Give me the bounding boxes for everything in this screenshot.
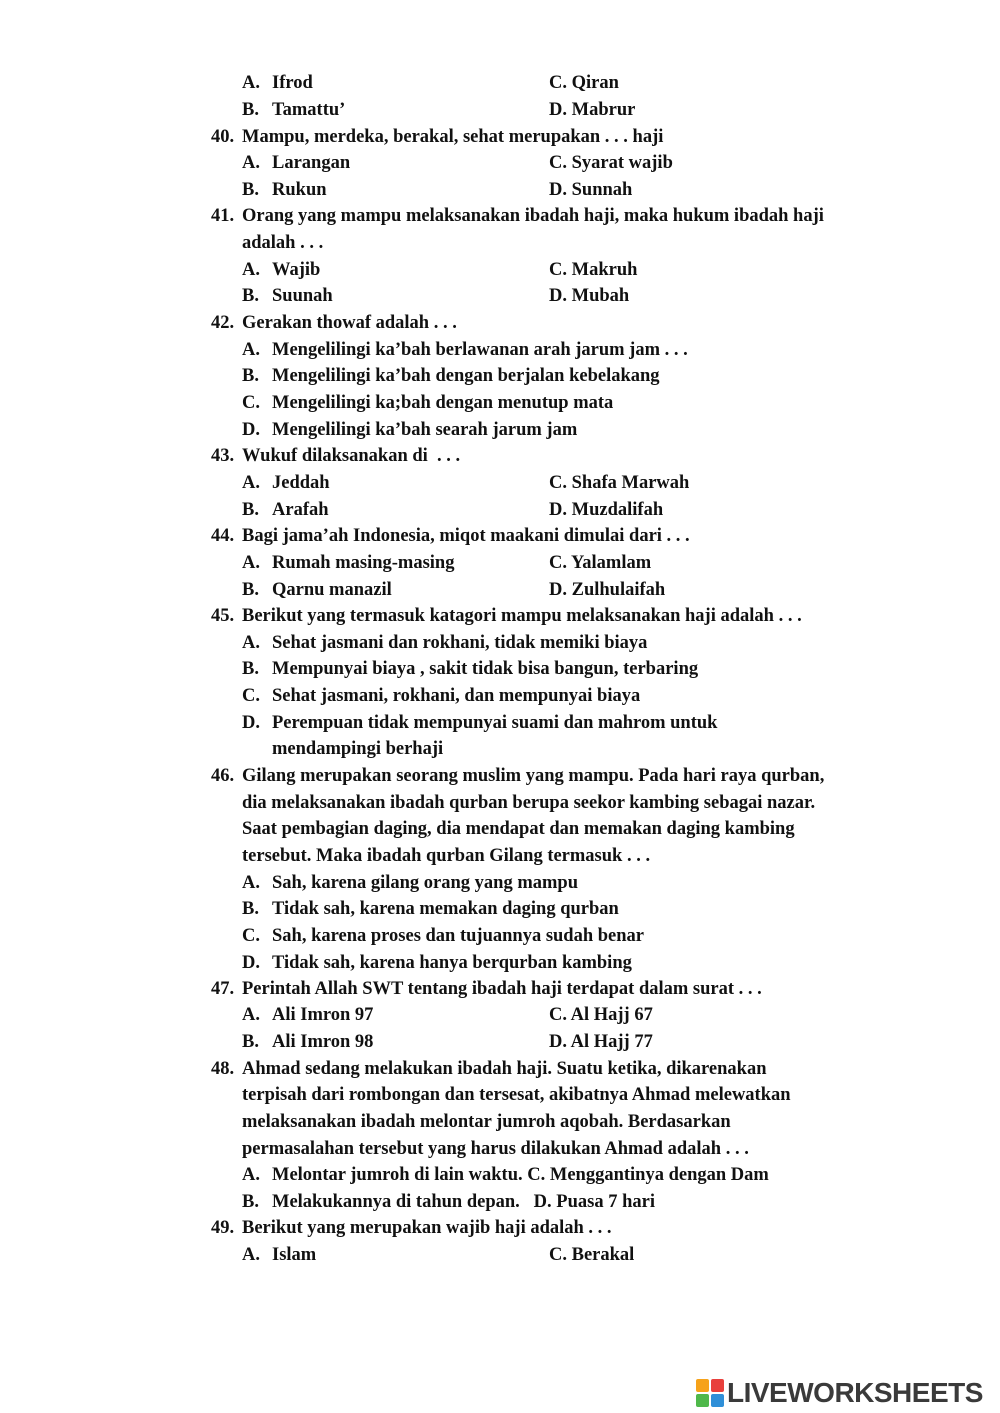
liveworksheets-logo-icon	[696, 1379, 724, 1407]
option-b: B. Tidak sah, karena memakan daging qurban	[242, 899, 619, 919]
option-c: C. Berakal	[549, 1245, 635, 1265]
option-b: B. Arafah	[242, 500, 329, 520]
option-c: C. Sah, karena proses dan tujuannya sudah benar	[242, 926, 645, 946]
option-a: A. Rumah masing-masing	[242, 553, 455, 573]
liveworksheets-logo	[696, 1376, 983, 1410]
option-a: A. Sah, karena gilang orang yang mampu	[242, 873, 578, 893]
option-a: A. Wajib	[242, 260, 321, 280]
option-c: C. Yalamlam	[549, 553, 652, 573]
question-text: Berikut yang termasuk katagori mampu melaksanakan haji adalah . . .	[242, 606, 802, 626]
question-number: 44.	[211, 526, 235, 546]
question-text: Mampu, merdeka, berakal, sehat merupakan . . . haji	[242, 127, 664, 147]
question-text: tersebut. Maka ibadah qurban Gilang termasuk . . .	[242, 846, 651, 866]
option-d: D. Zulhulaifah	[549, 580, 666, 600]
option-a: A. Melontar jumroh di lain waktu. C. Menggantinya dengan Dam	[242, 1165, 769, 1185]
option-d: D. Al Hajj 77	[549, 1032, 653, 1052]
question-text: Orang yang mampu melaksanakan ibadah haji, maka hukum ibadah haji	[242, 206, 824, 226]
question-text: permasalahan tersebut yang harus dilakukan Ahmad adalah . . .	[242, 1139, 749, 1159]
question-text: melaksanakan ibadah melontar jumroh aqobah. Berdasarkan	[242, 1112, 731, 1132]
option-a: A. Islam	[242, 1245, 317, 1265]
question-text: Perintah Allah SWT tentang ibadah haji terdapat dalam surat . . .	[242, 979, 762, 999]
option-d: D. Mabrur	[549, 100, 636, 120]
option-a: A. Larangan	[242, 153, 351, 173]
logo-square-1	[696, 1379, 709, 1392]
question-number: 49.	[211, 1218, 235, 1238]
option-b: B. Qarnu manazil	[242, 580, 392, 600]
option-b: B. Rukun	[242, 180, 327, 200]
option-c: C. Al Hajj 67	[549, 1005, 653, 1025]
question-text: Berikut yang merupakan wajib haji adalah . . .	[242, 1218, 612, 1238]
option-d: D. Mubah	[549, 286, 630, 306]
option-a: A. Jeddah	[242, 473, 330, 493]
question-number: 45.	[211, 606, 235, 626]
option-b: B. Mempunyai biaya , sakit tidak bisa bangun, terbaring	[242, 659, 699, 679]
option-a: A. Mengelilingi ka’bah berlawanan arah jarum jam . . .	[242, 340, 688, 360]
option-b: B. Suunah	[242, 286, 333, 306]
option-a: A. Ali Imron 97	[242, 1005, 374, 1025]
option-c: C. Shafa Marwah	[549, 473, 690, 493]
logo-square-3	[696, 1394, 709, 1407]
question-number: 40.	[211, 127, 235, 147]
question-number: 41.	[211, 206, 235, 226]
question-text: Wukuf dilaksanakan di . . .	[242, 446, 461, 466]
question-text: Gilang merupakan seorang muslim yang mampu. Pada hari raya qurban,	[242, 766, 825, 786]
option-d: D. Mengelilingi ka’bah searah jarum jam	[242, 420, 578, 440]
question-number: 48.	[211, 1059, 235, 1079]
question-text: dia melaksanakan ibadah qurban berupa seekor kambing sebagai nazar.	[242, 793, 816, 813]
option-c: C. Syarat wajib	[549, 153, 673, 173]
brand-name: LIVEWORKSHEETS	[727, 1377, 983, 1408]
option-text: mendampingi berhaji	[272, 739, 444, 759]
option-d: D. Muzdalifah	[549, 500, 664, 520]
question-number: 46.	[211, 766, 235, 786]
option-b: B. Ali Imron 98	[242, 1032, 374, 1052]
question-number: 47.	[211, 979, 235, 999]
option-d: D. Perempuan tidak mempunyai suami dan mahrom untuk	[242, 713, 718, 733]
option-b: B. Tamattu’	[242, 100, 346, 120]
option-d: D. Sunnah	[549, 180, 633, 200]
logo-square-4	[711, 1394, 724, 1407]
logo-square-2	[711, 1379, 724, 1392]
question-text: Ahmad sedang melakukan ibadah haji. Suatu ketika, dikarenakan	[242, 1059, 767, 1079]
option-c: C. Sehat jasmani, rokhani, dan mempunyai biaya	[242, 686, 641, 706]
option-c: C. Qiran	[549, 73, 619, 93]
question-text: Gerakan thowaf adalah . . .	[242, 313, 457, 333]
option-d: D. Tidak sah, karena hanya berqurban kambing	[242, 953, 632, 973]
option-a: A. Sehat jasmani dan rokhani, tidak memiki biaya	[242, 633, 648, 653]
question-text: terpisah dari rombongan dan tersesat, akibatnya Ahmad melewatkan	[242, 1085, 791, 1105]
option-c: C. Mengelilingi ka;bah dengan menutup mata	[242, 393, 614, 413]
option-b: B. Melakukannya di tahun depan. D. Puasa 7 hari	[242, 1192, 655, 1212]
option-c: C. Makruh	[549, 260, 638, 280]
question-text: Saat pembagian daging, dia mendapat dan memakan daging kambing	[242, 819, 795, 839]
question-text: Bagi jama’ah Indonesia, miqot maakani dimulai dari . . .	[242, 526, 690, 546]
question-number: 42.	[211, 313, 235, 333]
question-number: 43.	[211, 446, 235, 466]
question-text: adalah . . .	[242, 233, 324, 253]
option-a: A. Ifrod	[242, 73, 313, 93]
option-b: B. Mengelilingi ka’bah dengan berjalan kebelakang	[242, 366, 660, 386]
